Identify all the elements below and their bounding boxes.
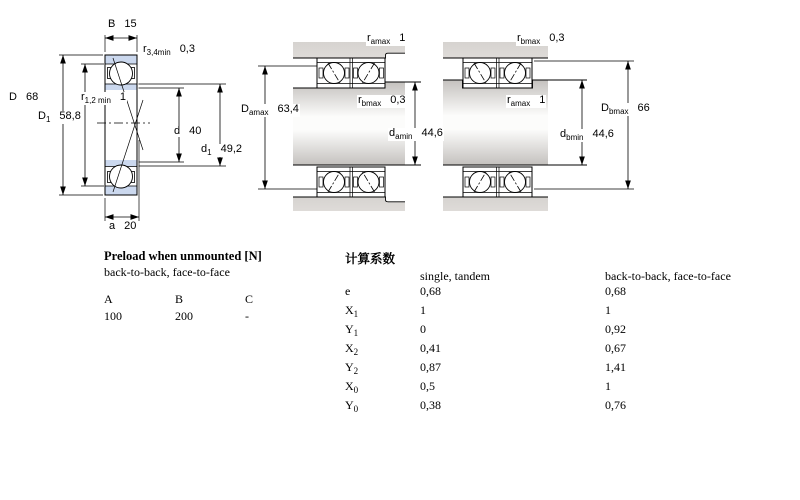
factors-value: 0,76	[605, 398, 626, 412]
dim-base: d	[389, 127, 396, 139]
dim-label-r34	[142, 44, 196, 57]
dim-base: r	[367, 32, 371, 44]
dim-base: r	[358, 94, 362, 106]
dim-label-rbmax-b	[516, 33, 566, 46]
factors-value: 0,87	[420, 360, 441, 374]
dim-label-damin	[388, 128, 444, 141]
dim-value: 49,2	[220, 143, 242, 155]
factors-value: 0,5	[420, 379, 435, 393]
preload-table	[104, 293, 305, 323]
factors-table	[345, 270, 800, 415]
dim-value: 0,3	[549, 32, 565, 44]
dim-sub: bmax	[608, 107, 629, 116]
dim-value: 44,6	[421, 127, 443, 139]
dim-label-a	[108, 221, 137, 232]
factors-value: 0,68	[420, 284, 441, 298]
preload-title: Preload when unmounted [N]	[104, 249, 262, 263]
dim-base: d	[174, 125, 181, 137]
factors-row-label: $X_0$	[345, 379, 359, 395]
dim-base: D	[9, 91, 17, 103]
dim-base: D	[601, 102, 609, 114]
preload-value: 200	[175, 309, 193, 323]
factors-value: 0,67	[605, 341, 626, 355]
factors-value: 0,41	[420, 341, 441, 355]
preload-subtitle: back-to-back, face-to-face	[104, 265, 230, 279]
factors-row-label: $X_2$	[345, 341, 359, 357]
dim-sub: 1	[207, 148, 212, 157]
preload-value: -	[245, 309, 249, 323]
dim-base: D	[38, 110, 46, 122]
dim-sub: bmin	[566, 133, 584, 142]
factors-value: 0,38	[420, 398, 441, 412]
factors-row-label: e	[345, 284, 351, 298]
dim-sub: 1,2 min	[84, 96, 111, 105]
factors-row-label: $X_1$	[345, 303, 359, 319]
dim-value: 1	[119, 91, 127, 103]
dim-value: 0,3	[390, 94, 406, 106]
factors-value: 1	[605, 379, 611, 393]
dim-sub: amax	[248, 108, 269, 117]
preload-col-header: A	[104, 292, 113, 306]
dim-sub: amax	[370, 37, 391, 46]
dim-value: 58,8	[59, 110, 81, 122]
dim-label-rbmax-a	[357, 95, 407, 108]
dim-value: 15	[124, 18, 137, 30]
dim-base: r	[143, 43, 147, 55]
dim-value: 68	[25, 91, 39, 103]
mounting-diagram-b	[443, 42, 634, 211]
factors-row-label: $Y_1$	[345, 322, 359, 338]
preload-col-header: B	[175, 292, 184, 306]
dim-base: a	[109, 220, 116, 232]
dim-base: d	[560, 128, 567, 140]
dim-value: 0,3	[179, 43, 195, 55]
factors-value: 1,41	[605, 360, 626, 374]
dim-value: 20	[124, 220, 137, 232]
dim-sub: bmax	[361, 99, 382, 108]
dim-label-dbmin	[559, 129, 615, 142]
factors-title: 计算系数	[345, 252, 396, 266]
dim-base: D	[241, 103, 249, 115]
dim-label-B	[107, 19, 138, 30]
bearing-pair-top-a	[317, 58, 385, 88]
dim-sub: 3,4min	[146, 48, 171, 57]
dim-base: r	[517, 32, 521, 44]
dim-sub: amax	[510, 99, 531, 108]
factors-row-label: $Y_0$	[345, 398, 359, 414]
factors-col-header: single, tandem	[420, 269, 490, 283]
dim-label-ramax-a	[366, 33, 406, 46]
dim-sub: 1	[45, 115, 51, 124]
dim-base: B	[108, 18, 116, 30]
dim-sub: bmax	[520, 37, 541, 46]
factors-value: 1	[420, 303, 426, 317]
bearing-pair-top-b	[463, 58, 532, 88]
dim-label-d	[173, 126, 202, 137]
factors-corner	[345, 270, 420, 282]
factors-value: 0,68	[605, 284, 626, 298]
bearing-pair-bottom-a	[317, 167, 385, 197]
dim-label-D1	[37, 111, 82, 124]
dim-value: 44,6	[592, 128, 614, 140]
dim-sub: amin	[395, 132, 413, 141]
dim-label-Damax	[240, 104, 300, 117]
dim-value: 1	[399, 32, 406, 44]
factors-value: 0,92	[605, 322, 626, 336]
dim-label-d1	[200, 144, 243, 157]
factors-row-label: $Y_2$	[345, 360, 359, 376]
bearing-pair-bottom-b	[463, 167, 532, 197]
dim-value: 66	[637, 102, 650, 114]
preload-value: 100	[104, 309, 122, 323]
dim-label-ramax-b	[506, 95, 546, 108]
dim-label-Dbmax	[600, 103, 651, 116]
dim-value: 63,4	[277, 103, 299, 115]
dim-value: 40	[189, 125, 202, 137]
dim-base: r	[507, 94, 511, 106]
factors-col-header: back-to-back, face-to-face	[605, 269, 731, 283]
dim-base: d	[201, 143, 208, 155]
factors-value: 0	[420, 322, 426, 336]
dim-value: 1	[539, 94, 546, 106]
preload-col-header: C	[245, 292, 254, 306]
mounting-diagram-a	[258, 42, 421, 211]
dim-base: r	[81, 91, 85, 103]
dim-label-r12	[80, 92, 127, 105]
factors-value: 1	[605, 303, 611, 317]
dim-label-D	[8, 92, 39, 103]
